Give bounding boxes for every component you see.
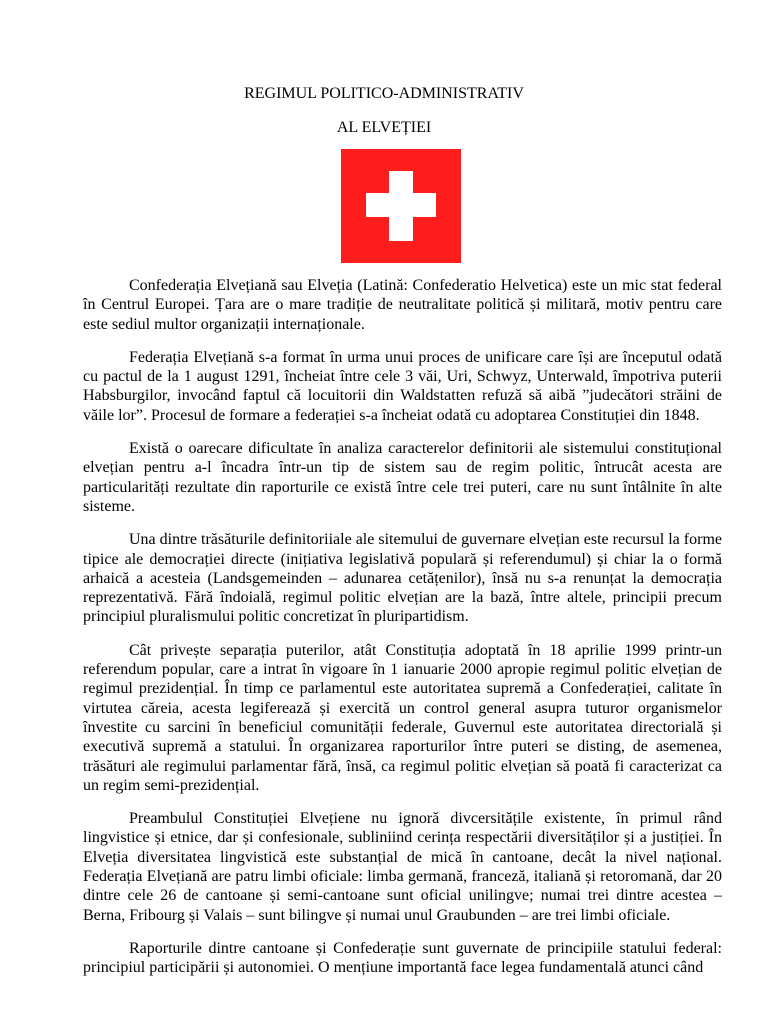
- paragraph: Federația Elvețiană s-a format în urma unui proces de unificare care își are începutul odată cu pactul de la 1 august 1291, încheiat între cele 3 văi, Uri, Schwyz, Unterwald, împotriva puterii Habsburgilor, invocând faptul că locuitorii din Waldstatten refuză să aibă ”judecători străini de văile lor”. Procesul de formare a federației s-a încheiat odată cu adoptarea Constituției din 1848.: [83, 348, 722, 424]
- swiss-flag-image: [341, 149, 461, 263]
- paragraph: Raporturile dintre cantoane și Confederație sunt guvernate de principiile statului federal: principiul participării și autonomiei. O mențiune importantă face legea fundamentală atunci când: [83, 939, 722, 977]
- document-title-line-1: REGIMUL POLITICO-ADMINISTRATIV: [244, 85, 524, 102]
- paragraph: Una dintre trăsăturile definitoriiale ale sitemului de guvernare elvețian este recursul la forme tipice ale democrației directe (inițiativa legislativă populară și referendumul) și chiar la o formă arhaică a acesteia (Landsgemeinden – adunarea cetățenilor), însă nu s-a renunțat la democrația reprezentativă. Fără îndoială, regimul politic elvețian are la bază, între altele, principii precum principiul pluralismului politic concretizat în pluripartidism.: [83, 531, 722, 626]
- paragraph: Preambulul Constituției Elvețiene nu ignoră divcersitățile existente, în primul rând lingvistice și etnice, dar și confesionale, subliniind cerința respectării diversităților și a justiției. În Elveția diversitatea lingvistică este substanțial de mică în cantoane, decât la nivel național. Federația Elvețiană are patru limbi oficiale: limba germană, franceză, italiană și retoromană, dar 20 dintre cele 26 de cantoane și semi-cantoane sunt oficial unilingve; numai trei dintre acestea – Berna, Fribourg și Valais – sunt bilingve și numai unul Graubunden – are trei limbi oficiale.: [83, 810, 722, 924]
- paragraph: Confederația Elvețiană sau Elveția (Latină: Confederatio Helvetica) este un mic stat federal în Centrul Europei. Țara are o mare tradiție de neutralitate politică și militară, motiv pentru care este sediul multor organizații internaționale.: [83, 277, 722, 333]
- paragraph: Există o oarecare dificultate în analiza caracterelor definitorii ale sistemului constituțional elvețian pentru a-l încadra într-un tip de sistem sau de regim politic, întrucât acesta are particularități rezultate din raporturile ce există între cele trei puteri, care nu sunt întâlnite în alte sisteme.: [83, 440, 722, 515]
- document-body: [83, 276, 722, 992]
- flag-cross-vertical-bar: [389, 171, 413, 241]
- paragraph: Cât privește separația puterilor, atât Constituția adoptată în 18 aprilie 1999 printr-un referendum popular, care a intrat în vigoare în 1 ianuarie 2000 apropie regimul politic elvețian de regimul prezidențial. În timp ce parlamentul este autoritatea supremă a Confederației, calitate în virtutea căreia, acesta legiferează și exercită un control general asupra tuturor organismelor învestite cu sarcini în beneficiul comunității federale, Guvernul este autoritatea directorială și executivă supremă a statului. În organizarea raporturilor între puteri se disting, de asemenea, trăsături ale regimului parlamentar fără, însă, ca regimul politic elvețian să poată fi caracterizat ca un regim semi-prezidențial.: [83, 641, 722, 794]
- document-title-line-2: AL ELVEȚIEI: [336, 119, 432, 136]
